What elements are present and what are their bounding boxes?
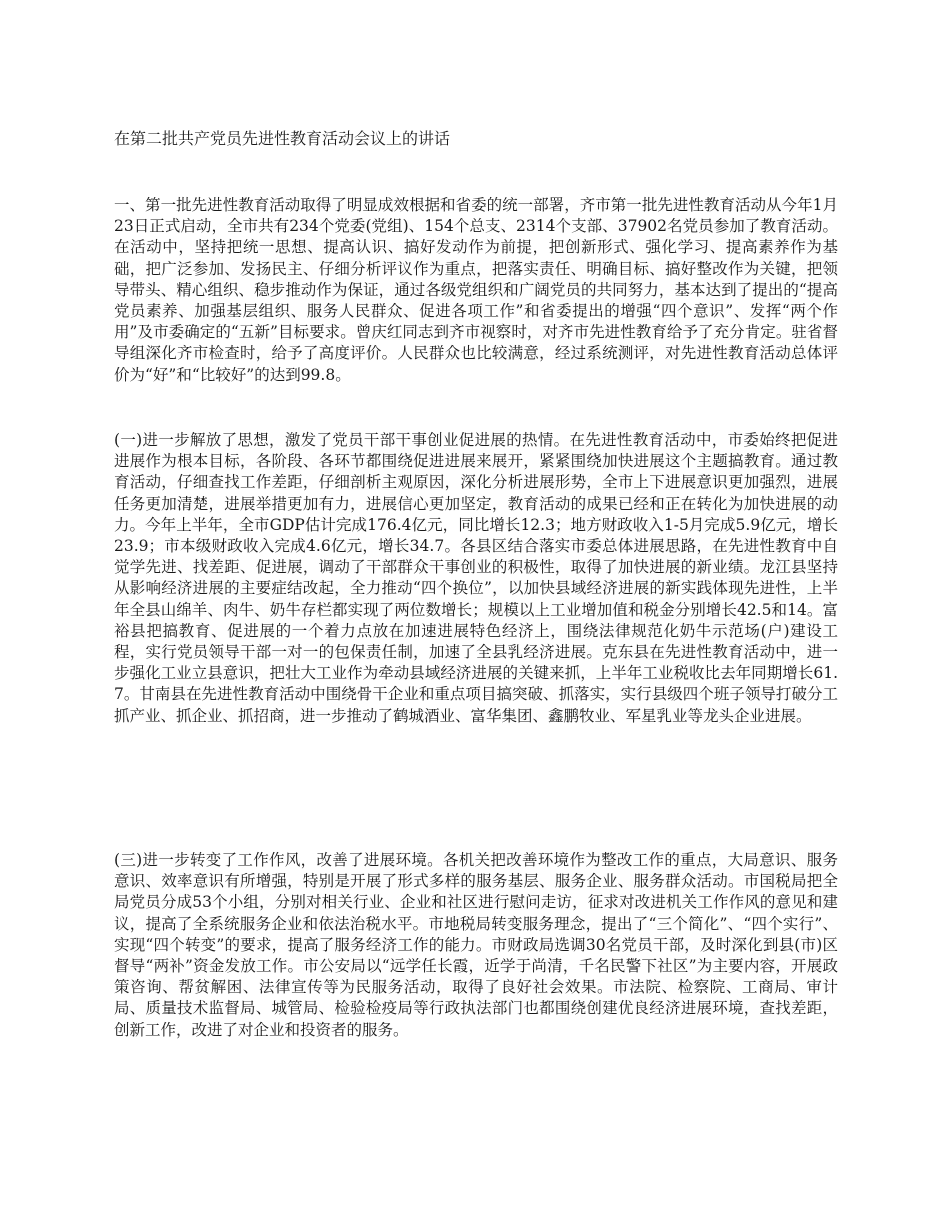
paragraph-1: 一、第一批先进性教育活动取得了明显成效根据和省委的统一部署，齐市第一批先进性教育活动从今年1月23日正式启动，全市共有234个党委(党组)、154个总支、2314个支部、37902名党员参加了教育活动。在活动中，坚持把统一思想、提高认识、搞好发动作为前提，把创新形式、强化学习、提高素养作为基础，把广泛参加、发扬民主、仔细分析评议作为重点，把落实责任、明确目标、搞好整改作为关键，把领导带头、精心组织、稳步推动作为保证，通过各级党组织和广阔党员的共同努力，基本达到了提出的“提高党员素养、加强基层组织、服务人民群众、促进各项工作”和省委提出的增强“四个意识”、发挥“两个作用”及市委确定的“五新”目标要求。曾庆红同志到齐市视察时，对齐市先进性教育给予了充分肯定。驻省督导组深化齐市检查时，给予了高度评价。人民群众也比较满意，经过系统测评，对先进性教育活动总体评价为“好”和“比较好”的达到99.8。 — [114, 196, 838, 384]
paragraph-2: (一)进一步解放了思想，激发了党员干部干事创业促进展的热情。在先进性教育活动中，市委始终把促进进展作为根本目标，各阶段、各环节都围绕促进进展来展开，紧紧围绕加快进展这个主题搞教育。通过教育活动，仔细查找工作差距，仔细剖析主观原因，深化分析进展形势，全市上下进展意识更加强烈，进展任务更加清楚，进展举措更加有力，进展信心更加坚定，教育活动的成果已经和正在转化为加快进展的动力。今年上半年，全市GDP估计完成176.4亿元，同比增长12.3；地方财政收入1-5月完成5.9亿元，增长23.9；市本级财政收入完成4.6亿元，增长34.7。各县区结合落实市委总体进展思路，在先进性教育中自觉学先进、找差距、促进展，调动了干部群众干事创业的积极性，取得了加快进展的新业绩。龙江县坚持从影响经济进展的主要症结改起，全力推动“四个换位”，以加快县域经济进展的新实践体现先进性，上半年全县山绵羊、肉牛、奶牛存栏都实现了两位数增长；规模以上工业增加值和税金分别增长42.5和14。富裕县把搞教育、促进展的一个着力点放在加速进展特色经济上，围绕法律规范化奶牛示范场(户)建设工程，实行党员领导干部一对一的包保责任制，加速了全县乳经济进展。克东县在先进性教育活动中，进一步强化工业立县意识，把壮大工业作为牵动县域经济进展的关键来抓，上半年工业税收比去年同期增长61.7。甘南县在先进性教育活动中围绕骨干企业和重点项目搞突破、抓落实，实行县级四个班子领导打破分工抓产业、抓企业、抓招商，进一步推动了鹤城酒业、富华集团、鑫鹏牧业、军星乳业等龙头企业进展。 — [114, 431, 838, 725]
document-title: 在第二批共产党员先进性教育活动会议上的讲话 — [114, 129, 451, 148]
paragraph-3: (三)进一步转变了工作作风，改善了进展环境。各机关把改善环境作为整改工作的重点，大局意识、服务意识、效率意识有所增强，特别是开展了形式多样的服务基层、服务企业、服务群众活动。市国税局把全局党员分成53个小组，分别对相关行业、企业和社区进行慰问走访，征求对改进机关工作作风的意见和建议，提高了全系统服务企业和依法治税水平。市地税局转变服务理念，提出了“三个简化”、“四个实行”、实现“四个转变”的要求，提高了服务经济工作的能力。市财政局选调30名党员干部，及时深化到县(市)区督导“两补”资金发放工作。市公安局以“远学任长霞，近学于尚清，千名民警下社区”为主要内容，开展政策咨询、帮贫解困、法律宣传等为民服务活动，取得了良好社会效果。市法院、检察院、工商局、审计局、质量技术监督局、城管局、检验检疫局等行政执法部门也都围绕创建优良经济进展环境，查找差距，创新工作，改进了对企业和投资者的服务。 — [114, 851, 838, 1039]
